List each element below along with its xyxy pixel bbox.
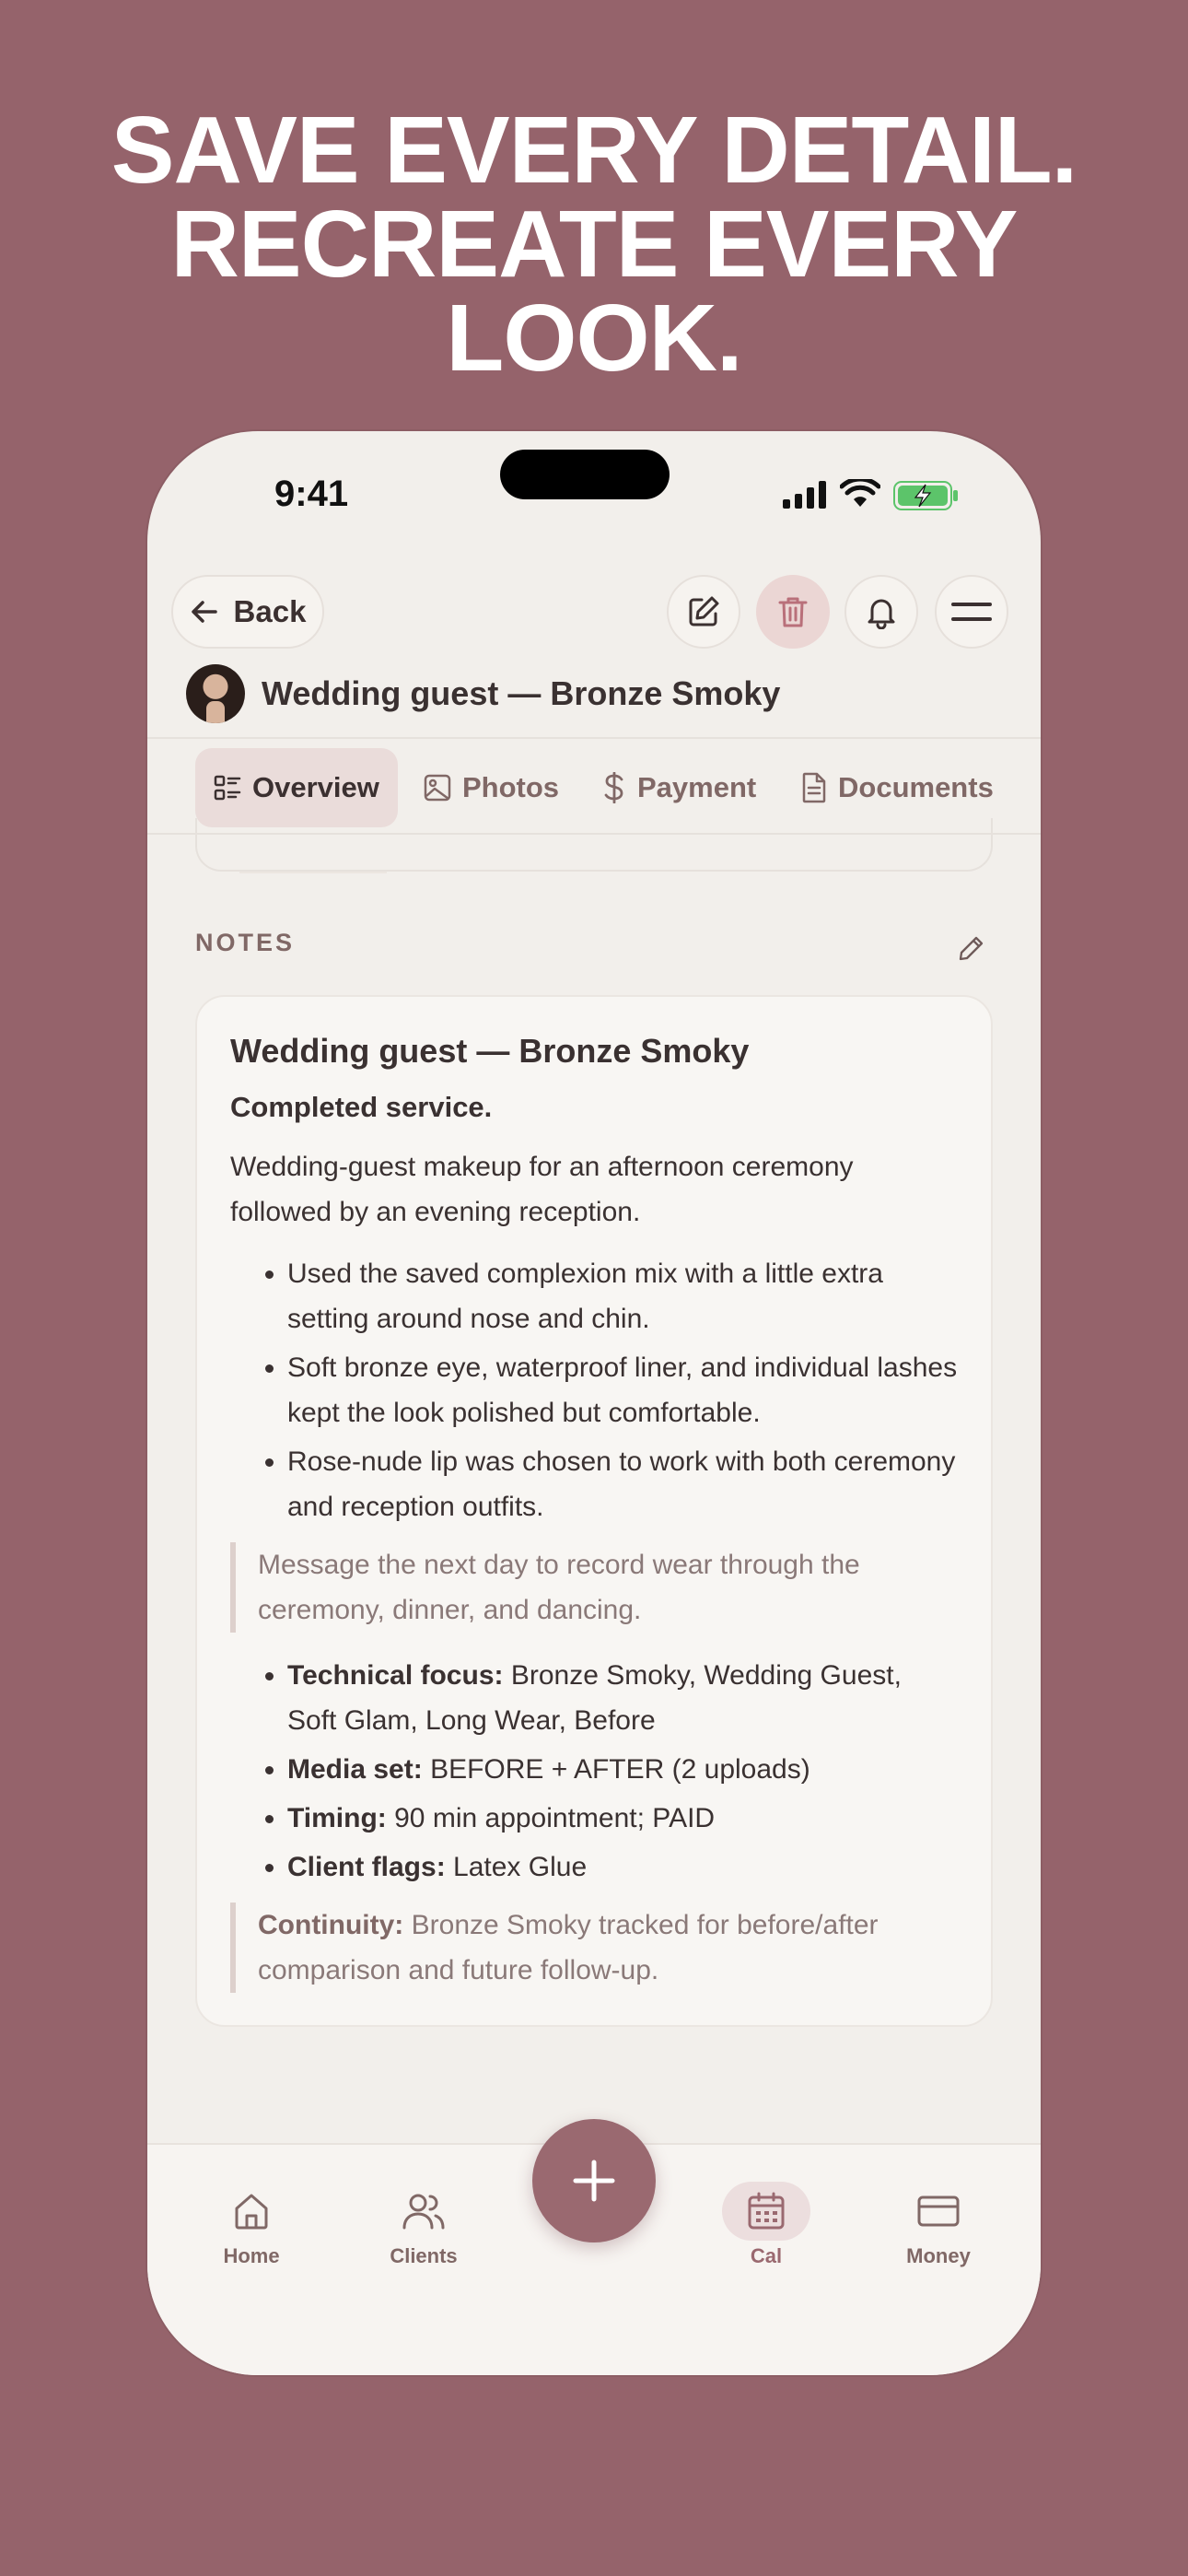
notes-card xyxy=(195,995,993,2027)
continuity-label: Continuity: xyxy=(258,1910,404,1940)
nav-money[interactable] xyxy=(874,2182,1003,2268)
card-icon xyxy=(916,2193,961,2230)
dollar-icon xyxy=(602,772,626,803)
notifications-button[interactable] xyxy=(844,575,918,649)
note-status: Completed service. xyxy=(230,1091,493,1123)
tab-payment[interactable] xyxy=(602,748,756,827)
tab-overview-label: Overview xyxy=(252,771,379,803)
add-button[interactable] xyxy=(532,2119,656,2242)
document-icon xyxy=(801,772,827,803)
nav-home-label: Home xyxy=(223,2244,280,2267)
menu-button[interactable] xyxy=(935,575,1008,649)
overview-icon xyxy=(214,774,241,802)
detail-value: BEFORE + AFTER (2 uploads) xyxy=(430,1754,810,1785)
client-title: Wedding guest — Bronze Smoky xyxy=(262,674,781,712)
marketing-headline xyxy=(0,97,1188,391)
phone-screen xyxy=(147,431,1041,2375)
followup-quote: Message the next day to record wear through the ceremony, dinner, and dancing. xyxy=(230,1542,958,1633)
list-item: • Used the saved complexion mix with a little extra setting around nose and chin. xyxy=(287,1251,958,1341)
edit-icon xyxy=(686,594,721,629)
notes-section-label: NOTES xyxy=(195,929,296,956)
dynamic-island xyxy=(500,450,670,499)
plus-icon xyxy=(571,2158,617,2204)
status-time: 9:41 xyxy=(274,474,349,514)
detail-label: Media set: xyxy=(287,1754,423,1785)
note-details-list xyxy=(230,1653,958,1890)
continuity-quote xyxy=(230,1903,958,1993)
image-icon xyxy=(424,774,451,802)
headline-line-3: LOOK. xyxy=(446,285,742,391)
detail-item xyxy=(287,1653,958,1743)
trash-icon xyxy=(776,594,809,629)
note-bullet-list xyxy=(230,1251,958,1529)
detail-value: 90 min appointment; PAID xyxy=(394,1803,716,1833)
detail-value: Bronze Smoky, Wedding Guest, Soft Glam, Long Wear, Before xyxy=(287,1660,902,1736)
detail-label: Client flags: xyxy=(287,1852,446,1882)
nav-clients-label: Clients xyxy=(390,2244,458,2267)
users-icon xyxy=(402,2191,446,2231)
detail-value: Latex Glue xyxy=(453,1852,588,1882)
nav-clients[interactable] xyxy=(359,2182,488,2268)
detail-label: Timing: xyxy=(287,1803,387,1833)
client-header xyxy=(186,663,780,724)
wifi-icon xyxy=(840,479,880,509)
list-item: • Soft bronze eye, waterproof liner, and individual lashes kept the look polished but comfortable. xyxy=(287,1345,958,1435)
tab-payment-label: Payment xyxy=(637,771,757,803)
nav-cal[interactable] xyxy=(702,2182,831,2268)
detail-item xyxy=(287,1796,958,1841)
note-intro: Wedding-guest makeup for an afternoon ceremony followed by an evening reception. xyxy=(230,1152,854,1227)
headline-line-2: RECREATE EVERY xyxy=(170,191,1018,297)
tab-photos-label: Photos xyxy=(462,771,560,803)
detail-label: Technical focus: xyxy=(287,1660,504,1691)
nav-money-label: Money xyxy=(906,2244,971,2267)
calendar-icon xyxy=(746,2191,786,2231)
notes-edit-button[interactable] xyxy=(958,934,985,966)
pencil-icon xyxy=(958,934,985,962)
battery-charging-icon xyxy=(893,481,960,510)
tab-documents-label: Documents xyxy=(838,771,994,803)
bell-icon xyxy=(865,594,898,629)
back-label: Back xyxy=(233,594,307,628)
menu-icon xyxy=(951,598,992,626)
avatar[interactable] xyxy=(186,664,245,723)
tab-photos[interactable] xyxy=(424,748,559,827)
previous-card-divider xyxy=(239,864,387,873)
nav-cal-label: Cal xyxy=(750,2244,783,2267)
continuity-text: Bronze Smoky tracked for before/after comparison and future follow-up. xyxy=(258,1910,879,1985)
signal-icon xyxy=(783,481,829,509)
tab-documents[interactable] xyxy=(801,748,994,827)
arrow-left-icon xyxy=(190,597,219,626)
tab-overview[interactable] xyxy=(195,748,398,827)
note-title: Wedding guest — Bronze Smoky xyxy=(230,1032,750,1070)
delete-button[interactable] xyxy=(756,575,830,649)
list-item: • Rose-nude lip was chosen to work with both ceremony and reception outfits. xyxy=(287,1439,958,1529)
back-button[interactable] xyxy=(171,575,324,649)
nav-home[interactable] xyxy=(187,2182,316,2268)
edit-button[interactable] xyxy=(667,575,740,649)
headline-line-1: SAVE EVERY DETAIL. xyxy=(111,97,1077,203)
detail-item xyxy=(287,1747,958,1792)
home-icon xyxy=(231,2191,272,2231)
detail-item xyxy=(287,1844,958,1890)
